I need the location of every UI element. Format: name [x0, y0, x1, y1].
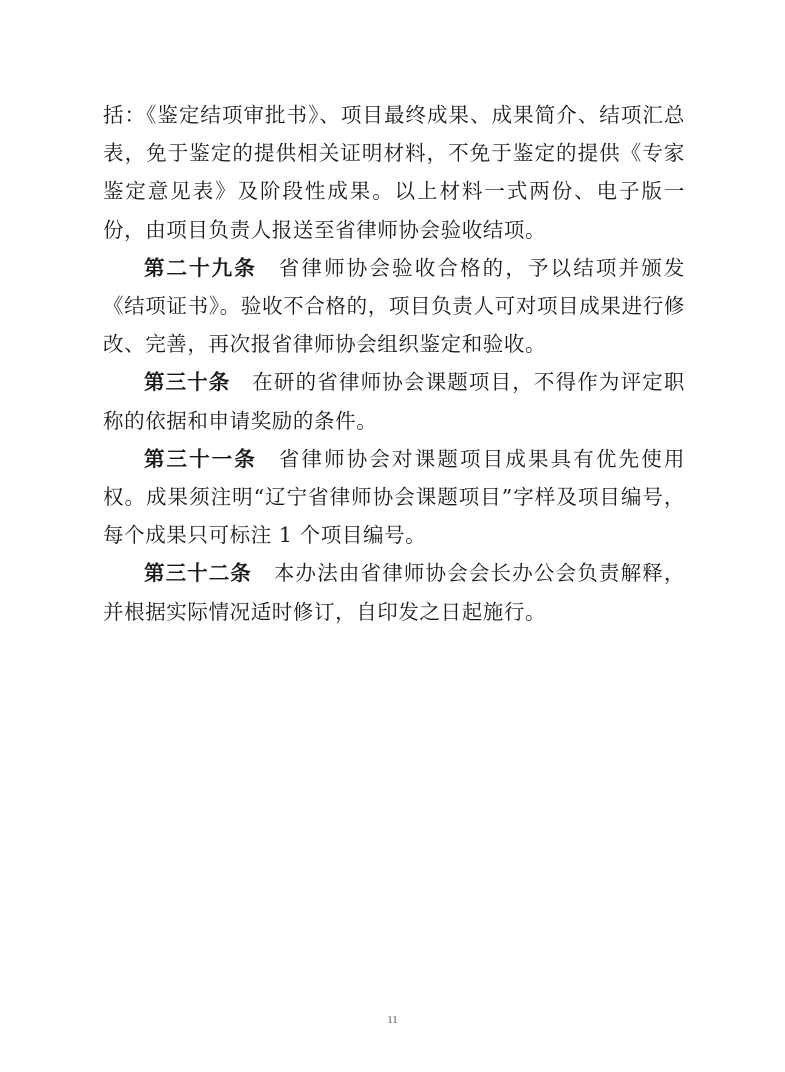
article-text: 省律师协会对课题项目成果具有优先使用权。成果须注明“辽宁省律师协会课题项目”字样及项目编号，每个成果只可标注 1 个项目编号。	[103, 446, 685, 548]
article-text: 本办法由省律师协会会长办公会负责解释，并根据实际情况适时修订，自印发之日起施行。	[103, 561, 686, 624]
article-29	[103, 249, 685, 364]
article-text: 在研的省律师协会课题项目，不得作为评定职称的依据和申请奖励的条件。	[103, 370, 686, 433]
article-32	[103, 554, 685, 630]
paragraph-continuation	[103, 96, 685, 249]
article-number: 第二十九条	[144, 255, 257, 280]
page-number: 11	[387, 1014, 398, 1026]
article-30	[103, 363, 685, 439]
article-number: 第三十一条	[144, 446, 257, 471]
document-body	[103, 96, 685, 631]
article-number: 第三十二条	[144, 561, 252, 586]
article-text: 省律师协会验收合格的，予以结项并颁发《结项证书》。验收不合格的，项目负责人可对项目成果进行修改、完善，再次报省律师协会组织鉴定和验收。	[103, 255, 685, 357]
article-31	[103, 440, 685, 555]
article-number: 第三十条	[144, 370, 231, 395]
paragraph-text: 括：《鉴定结项审批书》、项目最终成果、成果简介、结项汇总表，免于鉴定的提供相关证明材料，不免于鉴定的提供《专家鉴定意见表》及阶段性成果。以上材料一式两份、电子版一份，由项目负责人报送至省律师协会验收结项。	[103, 103, 685, 242]
